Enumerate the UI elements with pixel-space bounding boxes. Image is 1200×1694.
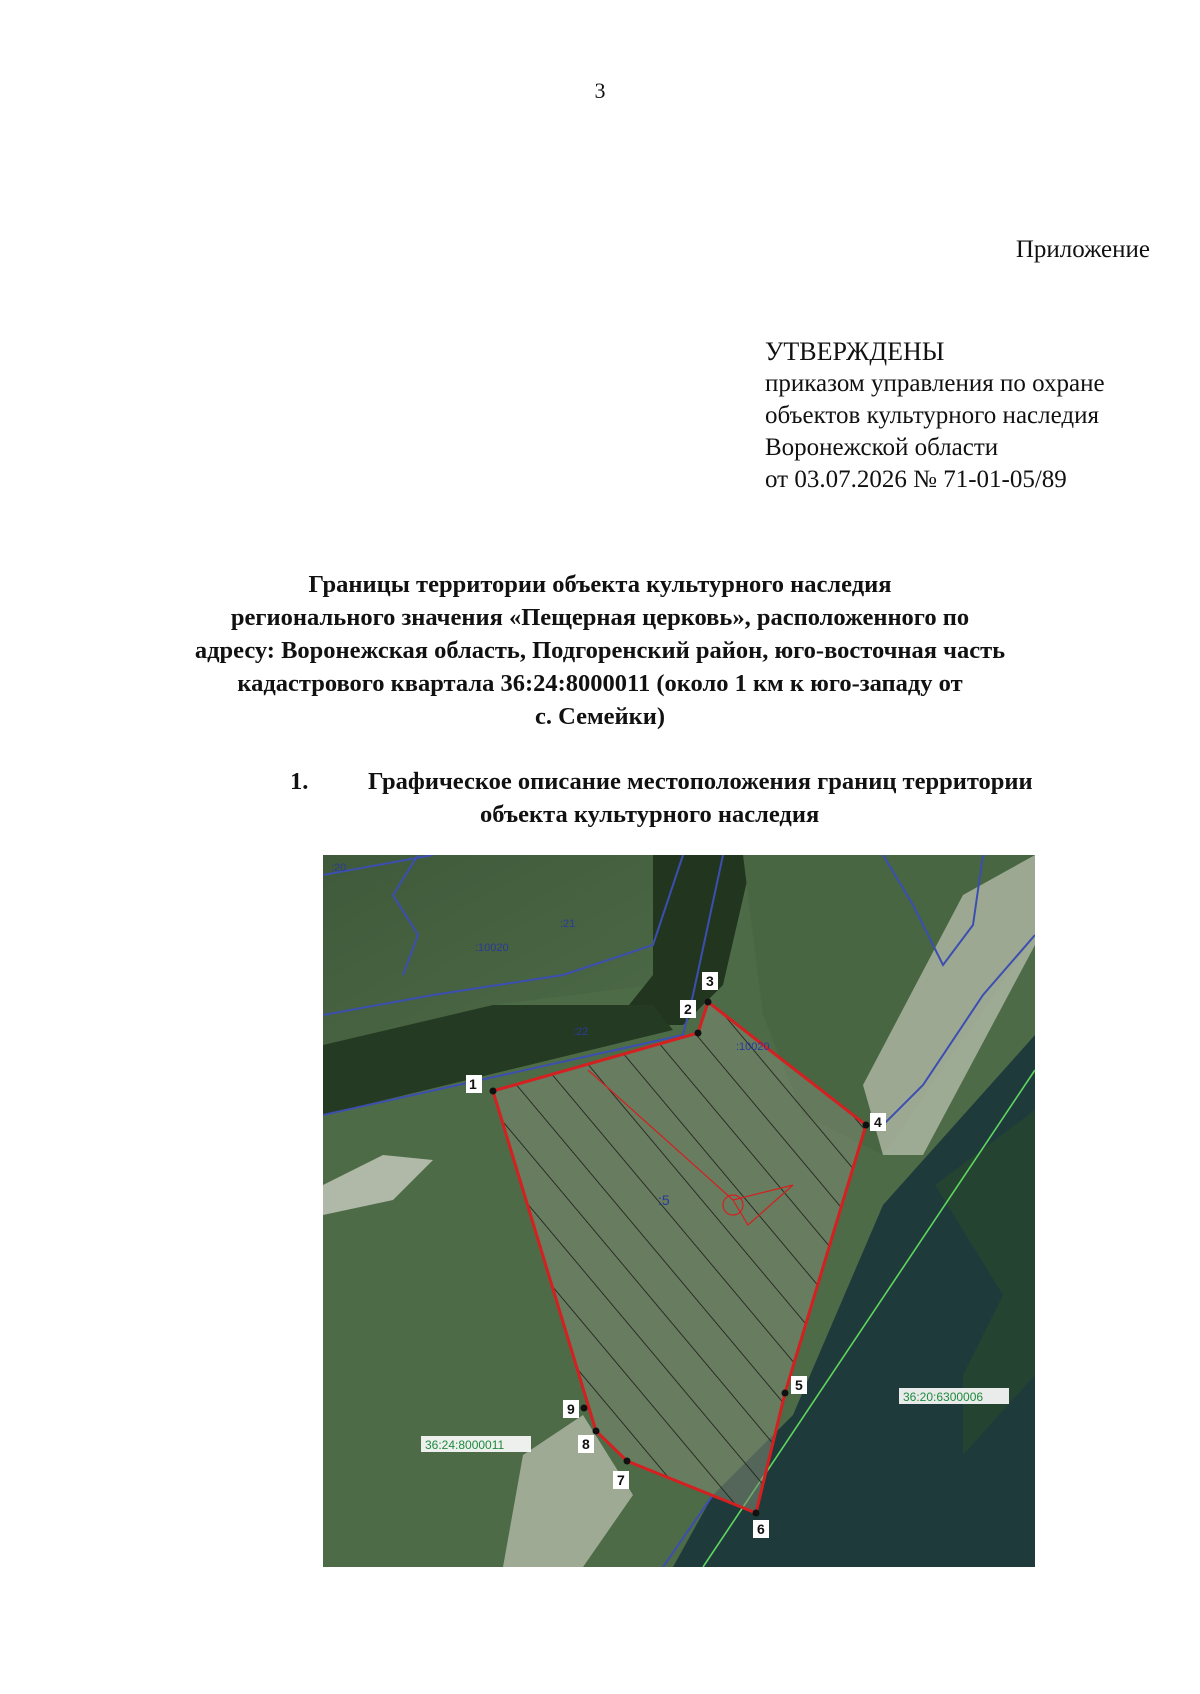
vertex-6-dot — [753, 1510, 760, 1517]
document-title-line: с. Семейки) — [534, 703, 666, 730]
parcel-label: :22 — [573, 1026, 589, 1038]
section-heading-line: объекта культурного наследия — [480, 801, 820, 828]
section-heading-line: Графическое описание местоположения границ территории — [368, 768, 1033, 795]
approval-line: объектов культурного наследия — [765, 402, 1099, 429]
vertex-9-dot — [581, 1405, 588, 1412]
vertex-label-3: 3 — [706, 973, 714, 989]
appendix-label: Приложение — [1015, 236, 1150, 263]
quarter-label-left: 36:24:8000011 — [425, 1438, 505, 1452]
parcel-label: :20 — [331, 862, 347, 874]
vertex-label-9: 9 — [567, 1401, 575, 1417]
parcel-label: :5 — [658, 1192, 670, 1208]
approval-block — [765, 336, 1105, 496]
approval-title: УТВЕРЖДЕНЫ — [765, 337, 945, 366]
vertex-8-dot — [593, 1428, 600, 1435]
vertex-label-8: 8 — [582, 1436, 590, 1452]
document-title-line: кадастрового квартала 36:24:8000011 (около 1 км к юго-западу от — [237, 670, 963, 697]
vertex-label-6: 6 — [757, 1521, 765, 1537]
map-svg — [323, 855, 1035, 1567]
vertex-3-dot — [705, 999, 712, 1006]
parcel-label: :21 — [560, 918, 576, 930]
vertex-label-2: 2 — [684, 1001, 692, 1017]
vertex-label-1: 1 — [469, 1076, 477, 1092]
approval-line: от 03.07.2026 № 71-01-05/89 — [765, 466, 1067, 493]
boundary-map — [323, 855, 1035, 1567]
document-title — [160, 568, 1040, 733]
vertex-1-dot — [490, 1088, 497, 1095]
approval-line: приказом управления по охране — [765, 370, 1105, 397]
document-title-line: регионального значения «Пещерная церковь», расположенного по — [230, 604, 970, 631]
quarter-label-right: 36:20:6300006 — [903, 1390, 984, 1404]
document-title-line: адресу: Воронежская область, Подгоренский район, юго-восточная часть — [194, 637, 1006, 664]
parcel-label: :10020 — [736, 1041, 770, 1053]
vertex-2-dot — [695, 1030, 702, 1037]
page-number: 3 — [594, 78, 606, 103]
approval-line: Воронежской области — [765, 434, 999, 461]
section-number: 1. — [290, 768, 309, 795]
vertex-5-dot — [782, 1390, 789, 1397]
vertex-label-4: 4 — [874, 1114, 882, 1130]
vertex-label-5: 5 — [795, 1377, 803, 1393]
parcel-label: :10020 — [475, 942, 509, 954]
vertex-label-7: 7 — [617, 1472, 625, 1488]
document-title-line: Границы территории объекта культурного наследия — [308, 571, 892, 598]
vertex-4-dot — [863, 1122, 870, 1129]
vertex-7-dot — [624, 1458, 631, 1465]
